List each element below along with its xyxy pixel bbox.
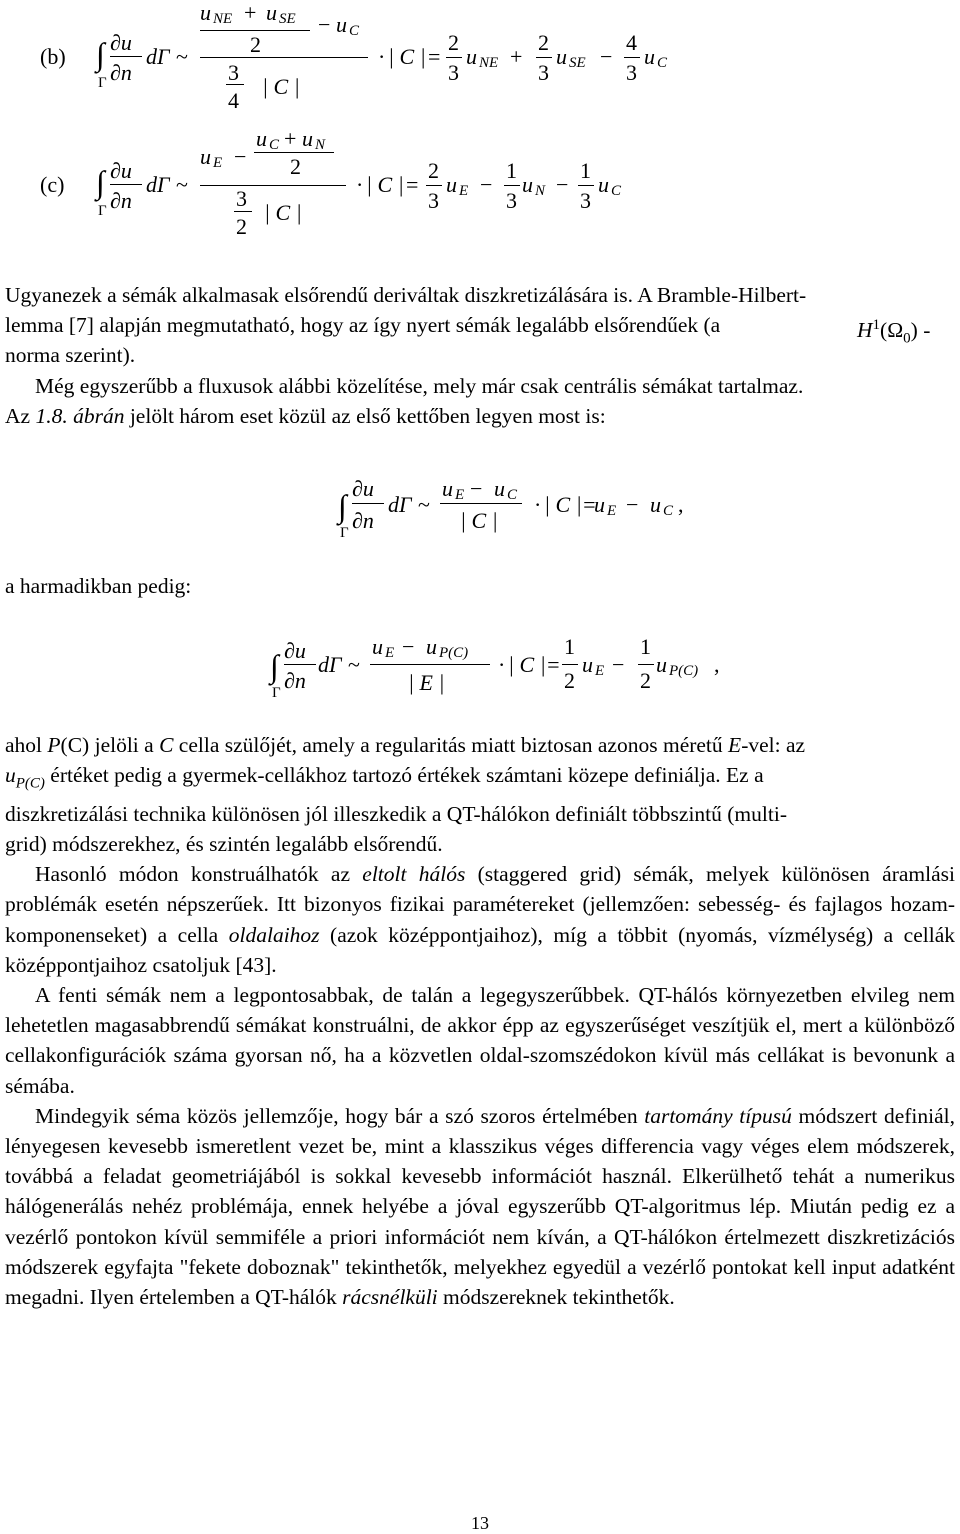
u-n: u <box>302 126 313 151</box>
comma: , <box>678 492 684 517</box>
fraction-bar <box>234 211 252 212</box>
abs-c: | C | <box>262 74 300 99</box>
u-n: u <box>522 172 533 197</box>
paragraph <box>5 859 955 980</box>
dot-operator: · <box>534 492 542 517</box>
text-span: Hasonló módon konstruálhatók az <box>35 862 363 887</box>
u-ne: u <box>466 44 477 69</box>
text-span: módszereknek tekinthetők. <box>437 1284 675 1309</box>
math-c: (C) <box>60 733 90 757</box>
abs-c-equals: | C |= <box>544 492 597 517</box>
dot-operator: · <box>498 652 506 677</box>
fraction-bar <box>426 185 442 186</box>
paragraph <box>5 730 955 859</box>
minus-sign: − <box>626 492 639 517</box>
du-numerator: ∂u <box>110 158 132 183</box>
gamma-subscript: Γ <box>98 75 107 91</box>
paragraph-body <box>5 730 955 1312</box>
sub-se: SE <box>569 55 586 71</box>
numeral-two: 2 <box>538 30 549 55</box>
equals-sign: = <box>428 44 441 69</box>
math-p: P <box>47 733 61 757</box>
numeral-three: 3 <box>228 60 239 85</box>
text-span: (azok középpontjaihoz), míg a többit (nyomás, vízmélység) a cellák középpontjaihoz csatoljuk [43]. <box>5 922 955 977</box>
dgamma: dΓ <box>146 44 170 69</box>
sub-c: C <box>663 503 674 519</box>
numeral-two: 2 <box>428 158 439 183</box>
text-span: jelöli a <box>89 733 160 757</box>
sub-pc: P(C) <box>669 663 699 679</box>
u-pc: u <box>656 652 667 677</box>
sub-e: E <box>595 663 605 679</box>
text-span: diszkretizálási technika különösen jól illeszkedik a QT-hálókon definiált többszintű (multi- <box>5 801 787 826</box>
u-se: u <box>266 0 277 25</box>
page-number: 13 <box>471 1513 489 1533</box>
minus-sign: − <box>318 12 331 37</box>
sim-sign: ~ <box>418 492 430 517</box>
dgamma: dΓ <box>388 492 412 517</box>
u-e: u <box>594 492 605 517</box>
sim-sign: ~ <box>348 652 360 677</box>
u-c: u <box>650 492 661 517</box>
numeral-two: 2 <box>250 32 261 57</box>
math-h: H <box>857 318 873 343</box>
gamma-subscript: Γ <box>98 203 107 219</box>
math-e: E <box>728 733 742 757</box>
u-e: u <box>442 476 453 501</box>
numeral-one: 1 <box>580 158 591 183</box>
text-span: módszert definiál, lényegesen kevesebb ismeretlent vezet be, mint a klasszikus véges differencia vagy véges elem módszerek, továbbá a feladat geometriájából is sokkal kevesebb információt használ. Elkerülhető tehát a numerikus hálógenerálás nehéz problémája, ennek helyébe a jóval egyszerűbb QT-algoritmus lép. Miután pedig ez a vezérlő pontokon kívül semmiféle a priori információt nem kíván, a QT-hálókon értelmezett diszkretizációs módszerek egyfajta "fekete doboznak" tekinthetők, melyekhez egyedül a vezérlő pontokat kell input adatként megadni. Ilyen értelemben a QT-hálók <box>5 1103 955 1309</box>
numeral-two: 2 <box>564 668 575 693</box>
fraction-bar <box>504 185 520 186</box>
numeral-three: 3 <box>448 60 459 85</box>
sub-e: E <box>459 183 469 199</box>
text-span: jelölt három eset közül az első kettőben legyen most is: <box>124 403 606 428</box>
sub-n: N <box>535 183 546 199</box>
minus-sign: − <box>402 634 415 659</box>
u-c: u <box>644 44 655 69</box>
sub-c: C <box>611 183 622 199</box>
numeral-two: 2 <box>236 214 247 239</box>
equals-sign: = <box>406 172 419 197</box>
equation-label-b: (b) <box>40 44 66 69</box>
fraction-bar <box>624 57 640 58</box>
u-c: u <box>494 476 505 501</box>
sub-c: C <box>507 487 518 503</box>
du-numerator: ∂u <box>110 30 132 55</box>
dn-denominator: ∂n <box>284 668 306 693</box>
numeral-three: 3 <box>428 188 439 213</box>
numeral-one: 1 <box>564 634 575 659</box>
numeral-three: 3 <box>538 60 549 85</box>
u-se: u <box>556 44 567 69</box>
plus-sign: + <box>510 44 523 69</box>
text-line <box>5 310 955 347</box>
fraction-bar <box>110 184 142 185</box>
sub-c: C <box>269 137 280 153</box>
u-c: u <box>598 172 609 197</box>
u-e: u <box>582 652 593 677</box>
fraction-bar <box>536 57 552 58</box>
sub-e: E <box>213 155 223 171</box>
integral-sign: ∫ <box>270 648 279 684</box>
minus-sign: − <box>470 476 483 501</box>
sub-c: C <box>349 23 360 39</box>
u-e: u <box>200 144 211 169</box>
paragraph <box>5 1101 955 1312</box>
text-span: értéket pedig a gyermek-cellákhoz tartozó értékek számtani közepe definiálja. Ez a <box>44 763 764 788</box>
equation-label-c: (c) <box>40 172 65 197</box>
text-line: norma szerint). <box>5 343 136 368</box>
sub-ne: NE <box>479 55 499 71</box>
u-c: u <box>336 12 347 37</box>
emphasis: rácsnélküli <box>342 1284 438 1309</box>
fraction-bar <box>370 664 490 665</box>
numeral-two: 2 <box>290 154 301 179</box>
abs-c-equals: | C |= <box>508 652 561 677</box>
minus-sign: − <box>556 172 569 197</box>
numeral-three: 3 <box>506 188 517 213</box>
fraction-bar <box>284 664 316 665</box>
paragraph-intro <box>5 280 955 431</box>
fraction-bar <box>562 664 578 665</box>
plus-sign: + <box>244 0 257 25</box>
u-e: u <box>446 172 457 197</box>
emphasis: eltolt hálós <box>362 862 466 887</box>
integral-sign: ∫ <box>96 164 105 200</box>
u-e: u <box>372 634 383 659</box>
numeral-three: 3 <box>626 60 637 85</box>
figure-reference: 1.8. ábrán <box>35 403 125 428</box>
abs-c: | C | <box>460 508 498 533</box>
minus-sign: − <box>480 172 493 197</box>
fraction-bar <box>578 185 594 186</box>
dn-denominator: ∂n <box>110 60 132 85</box>
text-span: -vel: az <box>741 733 806 757</box>
main-fraction-bar <box>200 57 368 58</box>
numeral-four: 4 <box>626 30 637 55</box>
emphasis: oldalaihoz <box>228 922 320 947</box>
numeral-two: 2 <box>448 30 459 55</box>
fraction-bar <box>110 56 142 57</box>
numeral-one: 1 <box>506 158 517 183</box>
text-line <box>5 401 955 431</box>
text-span: ) - <box>910 318 931 343</box>
sub-pc: P(C) <box>439 645 469 661</box>
numeral-one: 1 <box>640 634 651 659</box>
numeral-two: 2 <box>640 668 651 693</box>
sub-e: E <box>455 487 465 503</box>
math-u: u <box>5 763 16 788</box>
omega-symbol: (Ω <box>880 318 904 343</box>
dgamma: dΓ <box>146 172 170 197</box>
numeral-three: 3 <box>236 186 247 211</box>
subscript-zero: 0 <box>903 330 911 347</box>
sim-sign: ~ <box>176 44 188 69</box>
text-span: (staggered grid) sémák, melyek különösen áramlási problémák esetén népszerűek. Itt bizonyos fizikai paramétereket (jellemzően: sebesség- és fajlagos hozam-komponenseket) a cella <box>5 862 955 947</box>
text-line: Ugyanezek a sémák alkalmasak elsőrendű deriváltak diszkretizálására is. A Bramble-Hilbert- <box>5 283 807 307</box>
numeral-three: 3 <box>580 188 591 213</box>
abs-c: | C | <box>366 172 404 197</box>
text-span: lemma [7] alapján megmutatható, hogy az így nyert sémák legalább elsőrendűek (a <box>5 313 721 338</box>
integral-sign: ∫ <box>96 36 105 72</box>
sub-ne: NE <box>213 11 233 27</box>
text-span: ahol <box>5 733 48 757</box>
du-numerator: ∂u <box>352 476 374 501</box>
fraction-bar <box>638 664 654 665</box>
sub-e: E <box>607 503 617 519</box>
text-line: a harmadikban pedig: <box>5 574 192 598</box>
fraction-bar <box>440 503 522 504</box>
text-span: grid) módszerekhez, és szintén legalább elsőrendű. <box>5 831 443 856</box>
sub-se: SE <box>279 11 296 27</box>
text-span: Mindegyik séma közös jellemzője, hogy bár a szó szoros értelmében <box>35 1103 645 1128</box>
du-numerator: ∂u <box>284 638 306 663</box>
subscript-pc: P(C) <box>15 775 45 792</box>
u-pc: u <box>426 634 437 659</box>
sub-n: N <box>315 137 326 153</box>
abs-c: | C | <box>264 200 302 225</box>
gamma-subscript: Γ <box>340 525 349 541</box>
paragraph: A fenti sémák nem a legpontosabbak, de talán a legegyszerűbbek. QT-hálós környezetben elvileg nem lehetetlen magasabbrendű sémákat konstruálni, de akkor épp az egyszerűséget veszítjük el, mert a különböző cellakonfigurációk száma gyorsan nő, ha a közvetlen oldal-szomszédokon kívül más cellákat is bevonunk a sémába. <box>5 982 955 1098</box>
integral-sign: ∫ <box>338 488 347 524</box>
sim-sign: ~ <box>176 172 188 197</box>
dot-operator: · <box>356 172 364 197</box>
minus-sign: − <box>234 144 247 169</box>
comma: , <box>714 652 720 677</box>
text-span: Az <box>5 403 36 428</box>
fraction-bar <box>352 503 384 504</box>
dn-denominator: ∂n <box>110 188 132 213</box>
fraction-bar <box>200 30 310 31</box>
gamma-subscript: Γ <box>272 685 281 701</box>
emphasis: tartomány típusú <box>644 1103 792 1128</box>
sub-e: E <box>385 645 395 661</box>
superscript-one: 1 <box>872 317 881 334</box>
u-c: u <box>256 126 267 151</box>
fraction-bar <box>446 57 462 58</box>
sobolev-norm <box>857 310 930 354</box>
dgamma: dΓ <box>318 652 342 677</box>
dot-operator: · <box>378 44 386 69</box>
main-fraction-bar <box>200 185 346 186</box>
minus-sign: − <box>612 652 625 677</box>
fraction-bar <box>254 152 334 153</box>
sub-c: C <box>657 55 668 71</box>
u-ne: u <box>200 0 211 25</box>
minus-sign: − <box>600 44 613 69</box>
dn-denominator: ∂n <box>352 508 374 533</box>
text-span: cella szülőjét, amely a regularitás miatt biztosan azonos méretű <box>173 733 729 757</box>
plus-sign: + <box>284 126 297 151</box>
numeral-four: 4 <box>228 88 239 113</box>
fraction-bar <box>226 84 244 85</box>
text-line: Még egyszerűbb a fluxusok alábbi közelítése, mely már csak centrális sémákat tartalmaz. <box>35 373 804 398</box>
math-c: C <box>159 733 174 757</box>
abs-c: | C | <box>388 44 426 69</box>
abs-e: | E | <box>408 670 445 695</box>
